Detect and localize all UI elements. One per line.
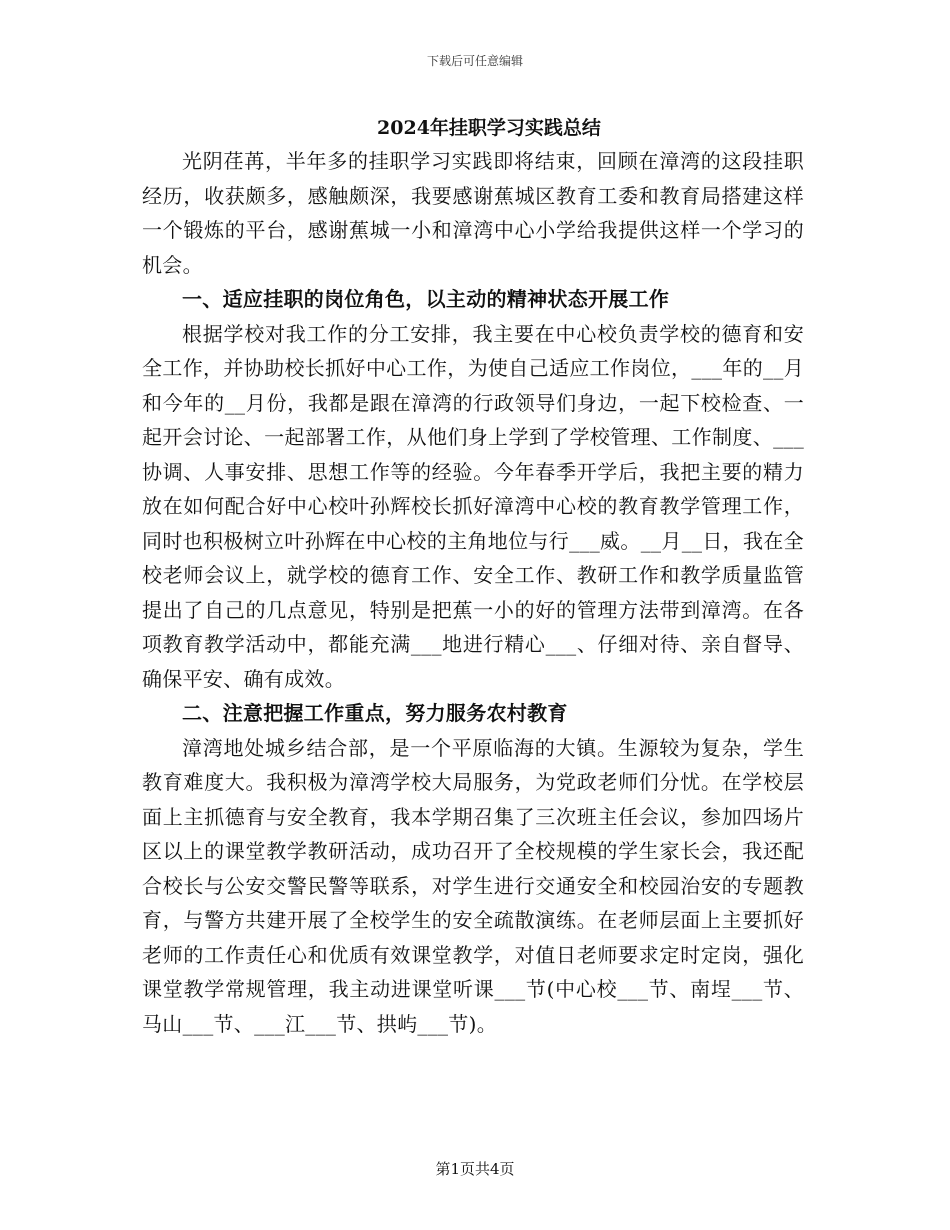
- page-number: 第1页共4页: [435, 1160, 515, 1178]
- paragraph-section-2: 漳湾地处城乡结合部，是一个平原临海的大镇。生源较为复杂，学生教育难度大。我积极为漳湾学校大局服务，为党政老师们分忧。在学校层面上主抓德育与安全教育，我本学期召集了三次班主任会议，参加四场片区以上的课堂教学教研活动，成功召开了全校规模的学生家长会，我还配合校长与公安交警民警等联系，对学生进行交通安全和校园治安的专题教育，与警方共建开展了全校学生的安全疏散演练。在老师层面上主要抓好老师的工作责任心和优质有效课堂教学，对值日老师要求定时定岗，强化课堂教学常规管理，我主动进课堂听课___节(中心校___节、南埕___节、马山___节、___江___节、拱屿___节)。: [142, 735, 804, 1036]
- section-heading-2: 二、注意把握工作重点，努力服务农村教育: [182, 701, 568, 725]
- document-title: 2024年挂职学习实践总结: [377, 117, 601, 139]
- header-note: 下载后可任意编辑: [426, 54, 523, 68]
- paragraph-section-1: 根据学校对我工作的分工安排，我主要在中心校负责学校的德育和安全工作，并协助校长抓好中心工作，为使自己适应工作岗位，___年的__月和今年的__月份，我都是跟在漳湾的行政领导们身边，一起下校检查、一起开会讨论、一起部署工作，从他们身上学到了学校管理、工作制度、___协调、人事安排、思想工作等的经验。今年春季开学后，我把主要的精力放在如何配合好中心校叶孙辉校长抓好漳湾中心校的教育教学管理工作，同时也积极树立叶孙辉在中心校的主角地位与行___威。__月__日，我在全校老师会议上，就学校的德育工作、安全工作、教研工作和教学质量监管提出了自己的几点意见，特别是把蕉一小的好的管理方法带到漳湾。在各项教育教学活动中，都能充满___地进行精心___、仔细对待、亲自督导、确保平安、确有成效。: [142, 321, 804, 691]
- section-heading-1: 一、适应挂职的岗位角色，以主动的精神状态开展工作: [182, 287, 670, 311]
- document-body: [142, 112, 804, 1041]
- paragraph-intro: 光阴荏苒，半年多的挂职学习实践即将结束，回顾在漳湾的这段挂职经历，收获颇多，感触颇深，我要感谢蕉城区教育工委和教育局搭建这样一个锻炼的平台，感谢蕉城一小和漳湾中心小学给我提供这样一个学习的机会。: [142, 149, 804, 277]
